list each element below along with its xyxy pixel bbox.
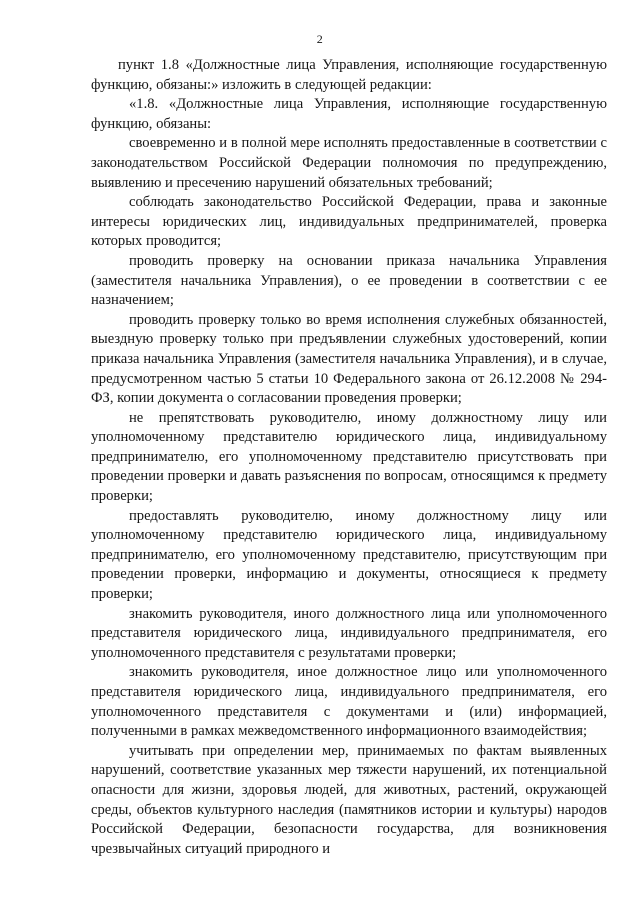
document-body [91, 56, 607, 859]
paragraph: «1.8. «Должностные лица Управления, исполняющие государственную функцию, обязаны: [91, 96, 607, 132]
paragraph: своевременно и в полной мере исполнять предоставленные в соответствии с законодательством Российской Федерации полномочия по предупреждению, выявлению и пресечению нарушений обязательных требований; [91, 135, 607, 191]
paragraph: предоставлять руководителю, иному должностному лицу или уполномоченному представителю юридического лица, индивидуальному предпринимателю, его уполномоченному представителю, присутствующим при проведении проверки, информацию и документы, относящиеся к предмету проверки; [91, 507, 607, 603]
paragraph: пункт 1.8 «Должностные лица Управления, исполняющие государственную функцию, обязаны:» изложить в следующей редакции: [91, 57, 607, 93]
paragraph: знакомить руководителя, иное должностное лицо или уполномоченного представителя юридического лица, индивидуального предпринимателя, его уполномоченного представителя с документами и (или) информацией, полученными в рамках межведомственного информационного взаимодействия; [91, 664, 607, 740]
paragraph: проводить проверку на основании приказа начальника Управления (заместителя начальника Управления), о ее проведении в соответствии с ее назначением; [91, 252, 607, 309]
paragraph: не препятствовать руководителю, иному должностному лицу или уполномоченному представителю юридического лица, индивидуальному предпринимателю, его уполномоченному представителю присутствовать при проведении проверки и давать разъяснения по вопросам, относящимся к предмету проверки; [91, 409, 607, 505]
page-number: 2 [316, 32, 324, 46]
paragraph: проводить проверку только во время исполнения служебных обязанностей, выездную проверку только при предъявлении служебных удостоверений, копии приказа начальника Управления (заместителя начальника Управления), и в случае, предусмотренном частью 5 статьи 10 Федерального закона от 26.12.2008 № 294-ФЗ, копии документа о согласовании проведения проверки; [91, 311, 607, 407]
paragraph: учитывать при определении мер, принимаемых по фактам выявленных нарушений, соответствие указанных мер тяжести нарушений, их потенциальной опасности для жизни, здоровья людей, для животных, растений, окружающей среды, объектов культурного наследия (памятников истории и культуры) народов Российской Федерации, безопасности государства, для возникновения чрезвычайных ситуаций природного и [91, 742, 607, 857]
paragraph: соблюдать законодательство Российской Федерации, права и законные интересы юридических лиц, индивидуальных предпринимателей, проверка которых проводится; [91, 194, 607, 250]
paragraph: знакомить руководителя, иного должностного лица или уполномоченного представителя юридического лица, индивидуального предпринимателя, его уполномоченного представителя с результатами проверки; [91, 605, 607, 661]
